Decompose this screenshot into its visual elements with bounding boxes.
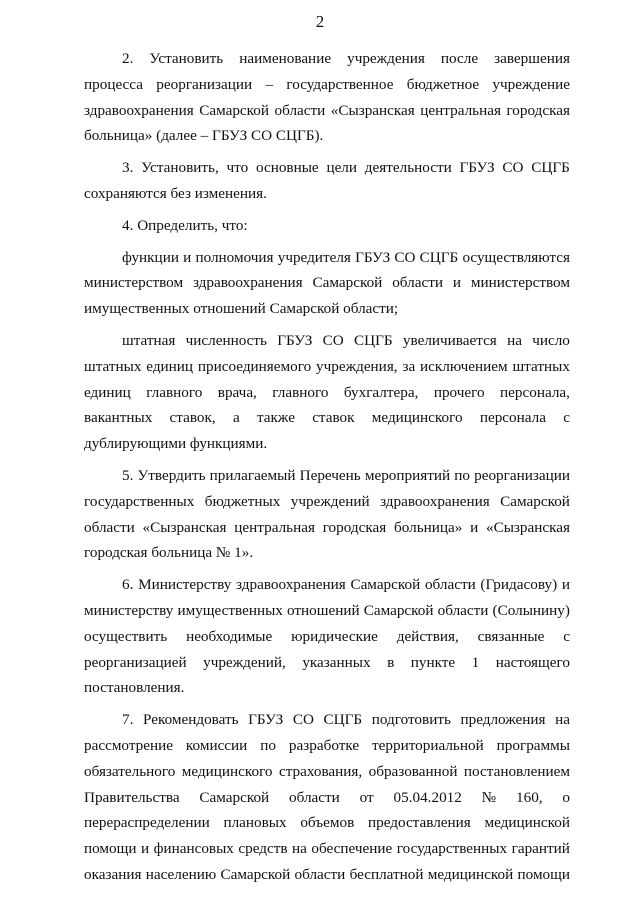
text-line: обязательного медицинского страхования, образованной постановлением	[84, 762, 570, 780]
text-line: штатная численность ГБУЗ СО СЦГБ увеличивается на число	[122, 331, 570, 349]
text-line: 5. Утвердить прилагаемый Перечень мероприятий по реорганизации	[122, 466, 570, 484]
text-line: рассмотрение комиссии по разработке территориальной программы	[84, 736, 570, 754]
text-line: имущественных отношений Самарской области;	[84, 300, 399, 318]
text-line: дублирующими функциями.	[84, 435, 268, 453]
text-line: осуществить необходимые юридические действия, связанные с	[84, 627, 570, 645]
page-number: 2	[315, 12, 325, 31]
document-body	[84, 46, 570, 888]
text-line: Правительства Самарской области от 05.04.2012 № 160, о	[84, 788, 570, 806]
text-line: постановления.	[84, 679, 185, 697]
text-line: министерству имущественных отношений Самарской области (Солынину)	[84, 601, 570, 619]
text-line: 3. Установить, что основные цели деятельности ГБУЗ СО СЦГБ	[122, 159, 570, 177]
text-line: помощи и финансовых средств на обеспечение государственных гарантий	[84, 840, 570, 858]
text-line: перераспределении плановых объемов предоставления медицинской	[84, 814, 570, 832]
text-line: министерством здравоохранения Самарской области и министерством	[84, 274, 570, 292]
text-line: оказания населению Самарской области бесплатной медицинской помощи	[84, 865, 570, 883]
text-line: больница» (далее – ГБУЗ СО СЦГБ).	[84, 127, 324, 145]
text-line: 4. Определить, что:	[122, 216, 248, 234]
text-line: вакантных ставок, а также ставок медицинского персонала с	[84, 409, 570, 427]
text-line: городская больница № 1».	[84, 544, 254, 562]
text-line: 7. Рекомендовать ГБУЗ СО СЦГБ подготовить предложения на	[122, 711, 570, 729]
text-line: единиц главного врача, главного бухгалтера, прочего персонала,	[84, 383, 570, 401]
text-line: 6. Министерству здравоохранения Самарской области (Гридасову) и	[122, 576, 570, 594]
text-line: области «Сызранская центральная городская больница» и «Сызранская	[84, 518, 570, 536]
text-line: реорганизацией учреждений, указанных в пункте 1 настоящего	[84, 653, 570, 671]
text-line: государственных бюджетных учреждений здравоохранения Самарской	[84, 492, 570, 510]
text-line: здравоохранения Самарской области «Сызранская центральная городская	[84, 101, 570, 119]
text-line: 2. Установить наименование учреждения после завершения	[122, 50, 570, 67]
text-line: процесса реорганизации – государственное бюджетное учреждение	[84, 75, 570, 93]
text-line: штатных единиц присоединяемого учреждения, за исключением штатных	[84, 357, 570, 375]
text-line: сохраняются без изменения.	[84, 184, 267, 202]
text-line: функции и полномочия учредителя ГБУЗ СО СЦГБ осуществляются	[122, 248, 570, 266]
